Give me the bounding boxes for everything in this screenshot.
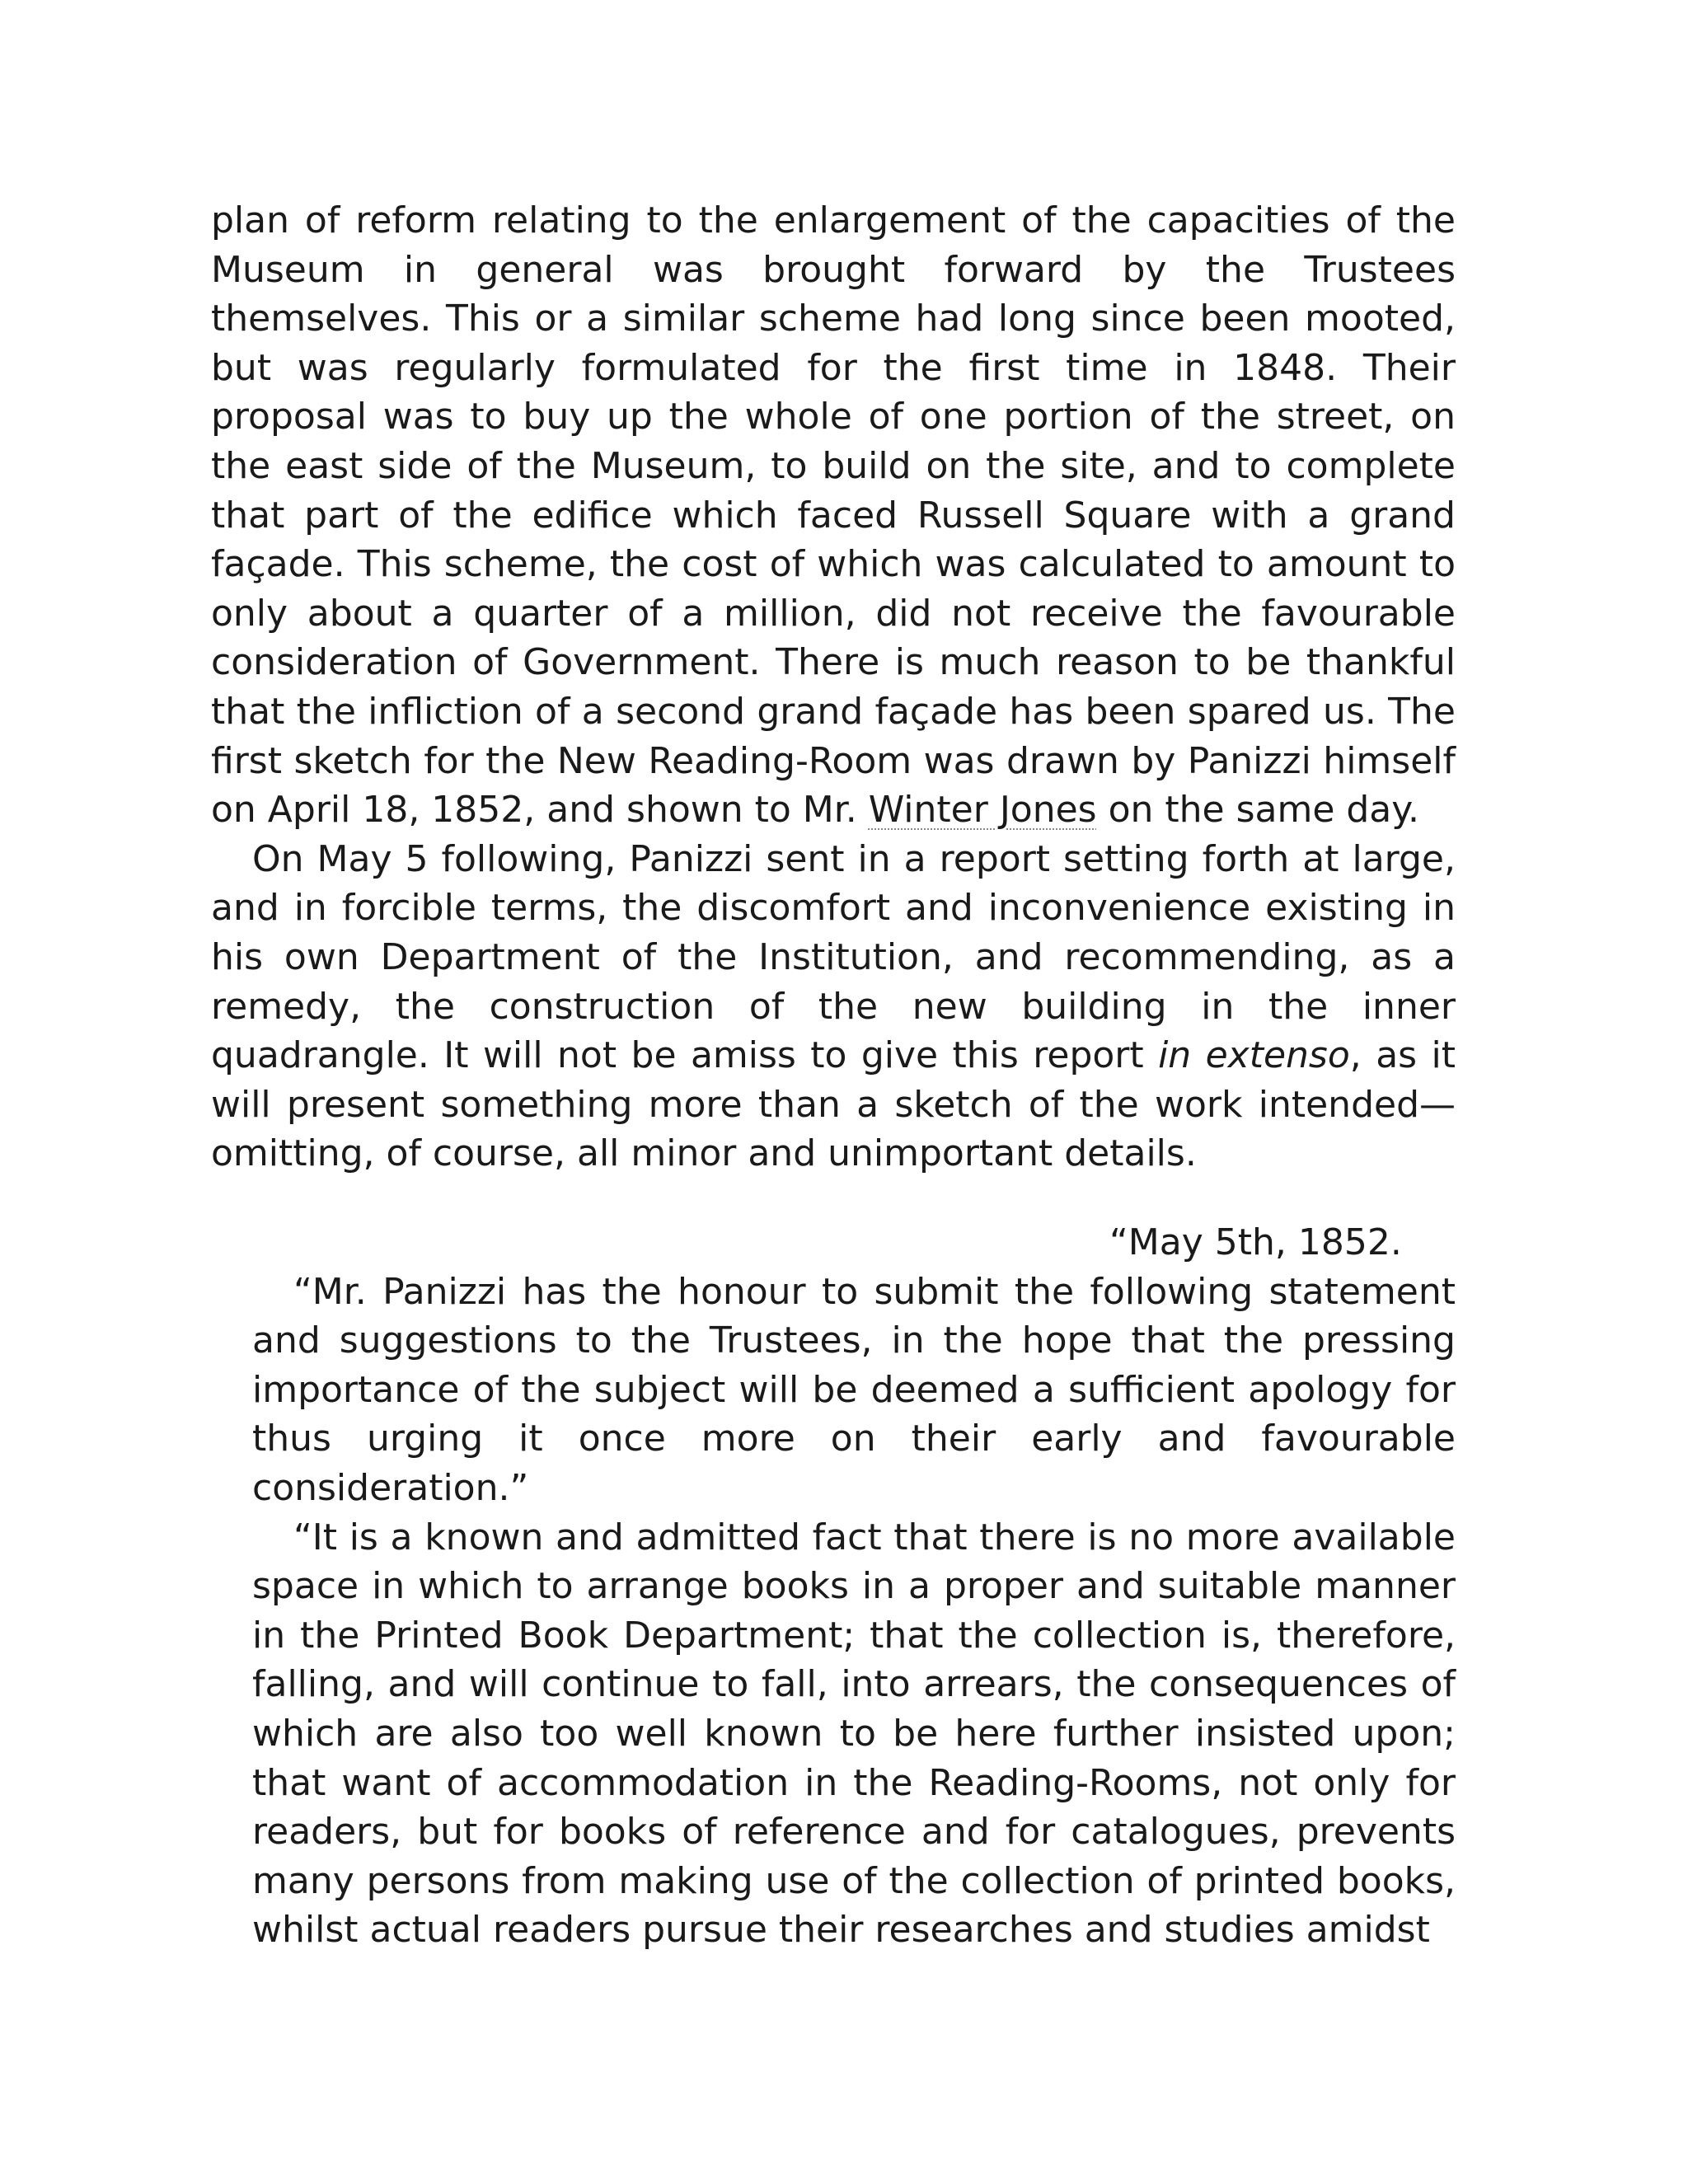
paragraph-panizzi-report [211,835,1456,1179]
winter-jones-link[interactable]: Winter Jones [868,789,1097,832]
quoted-report [252,1218,1456,1955]
italic-phrase: in extenso [1158,1034,1350,1077]
paragraph-text: on the same day. [1096,789,1420,832]
quote-paragraph-known-fact: “It is a known and admitted fact that there is no more available space in which to arrange books in a proper and suitable manner in the Printed Book Department; that the collection is, therefore, falling, and will continue to fall, into arrears, the consequences of which are also too well known to be here further insisted upon; that want of accommodation in the Reading-Rooms, not only for readers, but for books of reference and for catalogues, prevents many persons from making use of the collection of printed books, whilst actual readers pursue their researches and studies amidst [252,1516,1456,1952]
paragraph-text: , as it will present something more than a sketch of the work intended—omitting, of course, all minor and unimportant details. [211,1034,1456,1175]
report-dateline: “May 5th, 1852. [1109,1221,1402,1263]
quote-paragraph-honour: “Mr. Panizzi has the honour to submit the following statement and suggestions to the Trustees, in the hope that the pressing importance of the subject will be deemed a sufficient apology for thus urging it once more on their early and favourable consideration.” [252,1270,1456,1509]
paragraph-text: On May 5 following, Panizzi sent in a report setting forth at large, and in forcible terms, the discomfort and inconvenience existing in his own Department of the Institution, and recommending, as a remedy, the construction of the new building in the inner quadrangle. It will not be amiss to give this report [211,837,1456,1077]
main-text [211,196,1456,1179]
paragraph-reform-plan [211,196,1456,835]
paragraph-text: plan of reform relating to the enlargement of the capacities of the Museum in general was brought forward by the Trustees themselves. This or a similar scheme had long since been mooted, but was regularly formulated for the first time in 1848. Their proposal was to buy up the whole of one portion of the street, on the east side of the Museum, to build on the site, and to complete that part of the edifice which faced Russell Square with a grand façade. This scheme, the cost of which was calculated to amount to only about a quarter of a million, did not receive the favourable consideration of Government. There is much reason to be thankful that the infliction of a second grand façade has been spared us. The first sketch for the New Reading-Room was drawn by Panizzi himself on April 18, 1852, and shown to Mr. [211,199,1456,832]
